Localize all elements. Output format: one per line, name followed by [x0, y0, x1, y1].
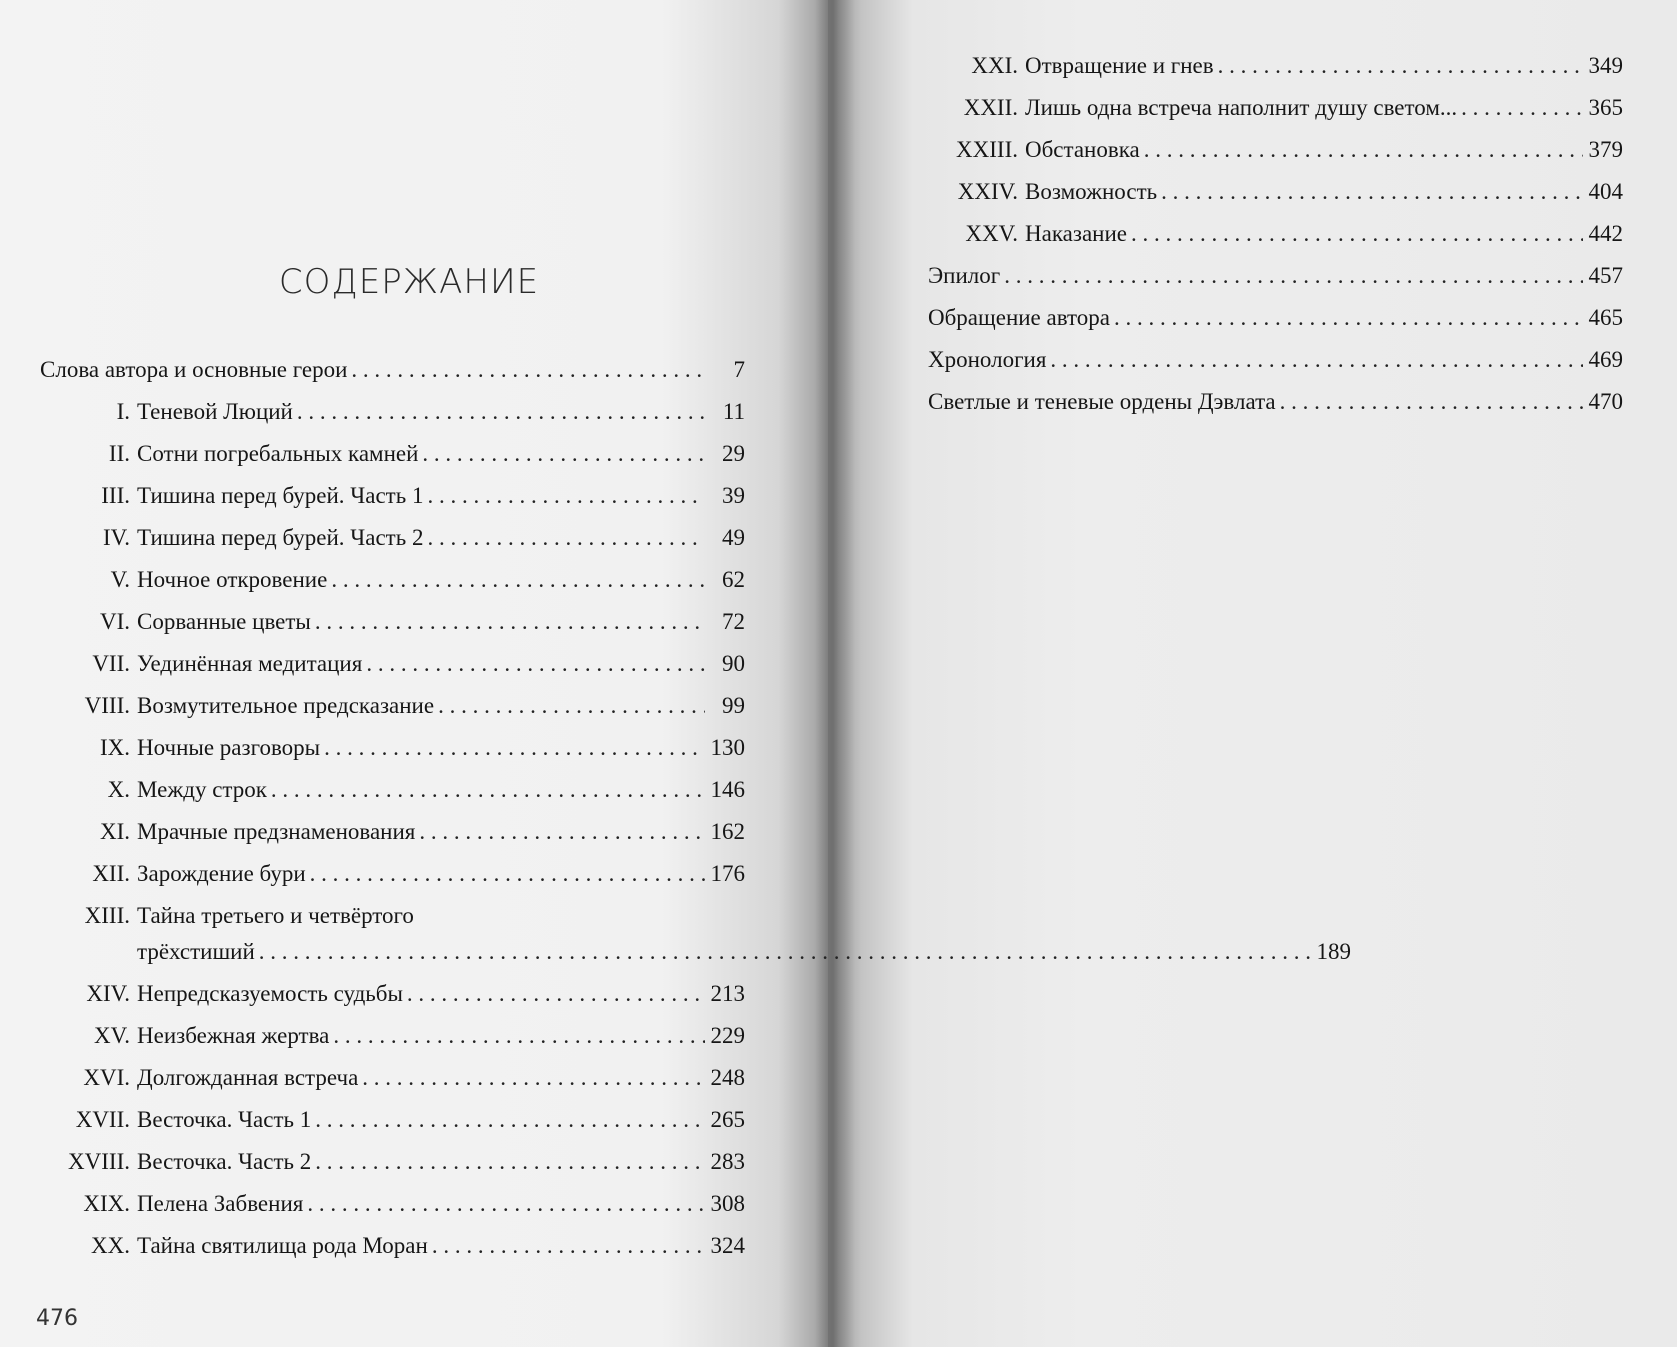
leader-dots: [1161, 178, 1583, 206]
toc-entry-number: XXI.: [971, 53, 1018, 78]
toc-entry-page: 130: [710, 735, 745, 760]
toc-entry-page: 213: [710, 981, 745, 1006]
toc-entry: [928, 346, 1623, 388]
toc-entry-title: Весточка. Часть 2: [137, 1149, 312, 1174]
leader-dots: [271, 776, 705, 804]
leader-dots: [427, 482, 705, 510]
toc-entry: [40, 776, 745, 818]
toc-entry-page: 349: [1588, 53, 1623, 78]
toc-entry-page: 379: [1588, 137, 1623, 162]
toc-entry: [40, 1022, 745, 1064]
toc-entry-number: XV.: [93, 1023, 130, 1048]
toc-entry-title: Возможность: [1025, 179, 1158, 204]
leader-dots: [259, 938, 1311, 966]
toc-entry: [40, 524, 745, 566]
toc-entry-page: 49: [722, 525, 745, 550]
toc-entry-title: Между строк: [137, 777, 267, 802]
leader-dots: [1218, 52, 1583, 80]
toc-entry: [40, 980, 745, 1022]
toc-entry: [40, 1190, 745, 1232]
leader-dots: [307, 1190, 705, 1218]
toc-entry-page: 365: [1588, 95, 1623, 120]
toc-entry-number: XXIV.: [957, 179, 1018, 204]
leader-dots: [1280, 388, 1583, 416]
leader-dots: [1114, 304, 1583, 332]
toc-entry-page: 146: [710, 777, 745, 802]
leader-dots: [1004, 262, 1583, 290]
toc-entry-number: VI.: [99, 609, 130, 634]
toc-entry-page: 90: [722, 651, 745, 676]
toc-entry-page: 404: [1588, 179, 1623, 204]
leader-dots: [432, 1232, 705, 1260]
toc-entry: [40, 356, 745, 398]
leader-dots: [324, 734, 705, 762]
toc-entry: [928, 178, 1623, 220]
toc-entry-page: 283: [710, 1149, 745, 1174]
leader-dots: [315, 1106, 705, 1134]
toc-entry: [40, 1064, 745, 1106]
toc-entry-page: 162: [710, 819, 745, 844]
toc-entry: [40, 440, 745, 482]
toc-entry-number: XVIII.: [68, 1149, 130, 1174]
toc-entry-page: 99: [722, 693, 745, 718]
leader-dots: [1050, 346, 1583, 374]
toc-entry: [928, 388, 1623, 430]
toc-entry-page: 469: [1588, 347, 1623, 372]
toc-entry-title: Теневой Люций: [137, 399, 293, 424]
toc-entry-title: Мрачные предзнаменования: [137, 819, 416, 844]
leader-dots: [438, 692, 705, 720]
leader-dots: [366, 650, 705, 678]
leader-dots: [1144, 136, 1583, 164]
toc-entry: [40, 608, 745, 650]
leader-dots: [315, 608, 705, 636]
leader-dots: [333, 1022, 705, 1050]
toc-entry-title: Эпилог: [928, 263, 1001, 288]
toc-entry-title: Уединённая медитация: [137, 651, 363, 676]
toc-entry-title: Светлые и теневые ордены Дэвлата: [928, 389, 1276, 414]
toc-entry: [40, 398, 745, 440]
toc-entry-title: Неизбежная жертва: [137, 1023, 330, 1048]
toc-entry-page: 189: [1316, 939, 1352, 964]
toc-entry: [928, 262, 1623, 304]
toc-entry-number: XXII.: [963, 95, 1018, 120]
toc-entry-number: X.: [107, 777, 130, 802]
toc-entry-number: II.: [108, 441, 130, 466]
leader-dots: [407, 980, 705, 1008]
toc-entry-title: Тишина перед бурей. Часть 2: [137, 525, 424, 550]
toc-list-right: [928, 52, 1623, 430]
toc-entry-number: XXIII.: [956, 137, 1018, 162]
toc-entry-page: 72: [722, 609, 745, 634]
toc-entry-number: XII.: [92, 861, 130, 886]
toc-entry-title: Зарождение бури: [137, 861, 306, 886]
toc-entry-page: 29: [722, 441, 745, 466]
toc-entry-title: Тайна святилища рода Моран: [137, 1233, 428, 1258]
toc-entry-title: Отвращение и гнев: [1025, 53, 1214, 78]
toc-entry-title: Пелена Забвения: [137, 1191, 304, 1216]
toc-entry: [40, 902, 1352, 980]
toc-entry-number: XVI.: [83, 1065, 130, 1090]
leader-dots: [362, 1064, 705, 1092]
toc-entry-title: Непредсказуемость судьбы: [137, 981, 403, 1006]
toc-entry: [928, 304, 1623, 346]
toc-entry: [40, 566, 745, 608]
toc-entry-page: 248: [710, 1065, 745, 1090]
toc-entry-title: Тайна третьего и четвёртого: [137, 903, 414, 928]
toc-heading: СОДЕРЖАНИЕ: [278, 262, 540, 302]
toc-entry-title: Тишина перед бурей. Часть 1: [137, 483, 424, 508]
toc-entry: [928, 220, 1623, 262]
toc-entry-number: XIX.: [83, 1191, 130, 1216]
toc-entry-number: IV.: [102, 525, 130, 550]
toc-entry-number: XVII.: [75, 1107, 130, 1132]
toc-entry: [40, 692, 745, 734]
leader-dots: [419, 818, 705, 846]
toc-entry: [40, 734, 745, 776]
toc-entry-title: Весточка. Часть 1: [137, 1107, 312, 1132]
leader-dots: [1461, 94, 1583, 122]
toc-entry: [928, 136, 1623, 178]
toc-entry-page: 308: [710, 1191, 745, 1216]
toc-entry-title: Сотни погребальных камней: [137, 441, 419, 466]
toc-entry-title: Обращение автора: [928, 305, 1110, 330]
toc-entry-page: 11: [722, 399, 745, 424]
toc-entry: [40, 650, 745, 692]
toc-entry: [40, 1106, 745, 1148]
toc-entry-number: V.: [110, 567, 130, 592]
leader-dots: [310, 860, 705, 888]
leader-dots: [427, 524, 705, 552]
toc-entry-title: Хронология: [928, 347, 1047, 372]
toc-entry: [928, 94, 1623, 136]
toc-entry-number: XIII.: [84, 903, 130, 928]
toc-entry: [40, 482, 745, 524]
toc-entry: [40, 1148, 745, 1190]
toc-entry-page: 442: [1588, 221, 1623, 246]
toc-entry-number: XIV.: [86, 981, 130, 1006]
toc-entry-page: 470: [1588, 389, 1623, 414]
leader-dots: [331, 566, 705, 594]
toc-entry-title: Наказание: [1025, 221, 1127, 246]
leader-dots: [351, 356, 705, 384]
toc-entry: [40, 860, 745, 902]
toc-entry-number: XI.: [99, 819, 130, 844]
leader-dots: [1131, 220, 1583, 248]
toc-entry-page: 7: [733, 357, 745, 382]
toc-entry-number: III.: [101, 483, 130, 508]
toc-entry-title: Ночные разговоры: [137, 735, 321, 760]
toc-entry-page: 39: [722, 483, 745, 508]
page-number: 476: [36, 1306, 78, 1331]
toc-entry-number: VIII.: [84, 693, 130, 718]
toc-entry-number: IX.: [99, 735, 130, 760]
toc-entry-page: 62: [722, 567, 745, 592]
leader-dots: [315, 1148, 705, 1176]
toc-entry-title: Долгожданная встреча: [137, 1065, 359, 1090]
toc-entry-title: Сорванные цветы: [137, 609, 311, 634]
toc-entry: [928, 52, 1623, 94]
toc-entry-page: 324: [710, 1233, 745, 1258]
toc-entry-title: Возмутительное предсказание: [137, 693, 435, 718]
toc-entry-number: VII.: [92, 651, 130, 676]
toc-entry-title-continued: трёхстиший: [137, 939, 255, 964]
toc-entry-page: 265: [710, 1107, 745, 1132]
toc-entry-page: 229: [710, 1023, 745, 1048]
toc-entry-title: Слова автора и основные герои: [40, 357, 348, 382]
toc-entry-page: 465: [1588, 305, 1623, 330]
toc-entry-title: Лишь одна встреча наполнит душу светом...: [1025, 95, 1458, 120]
toc-entry: [40, 1232, 745, 1274]
toc-entry-number: XXV.: [965, 221, 1018, 246]
toc-entry: [40, 818, 745, 860]
toc-entry-title: Обстановка: [1025, 137, 1140, 162]
toc-entry-page: 457: [1588, 263, 1623, 288]
toc-entry-number: XX.: [91, 1233, 130, 1258]
toc-entry-number: I.: [116, 399, 130, 424]
toc-entry-page: 176: [710, 861, 745, 886]
leader-dots: [297, 398, 705, 426]
toc-entry-title: Ночное откровение: [137, 567, 328, 592]
leader-dots: [422, 440, 705, 468]
